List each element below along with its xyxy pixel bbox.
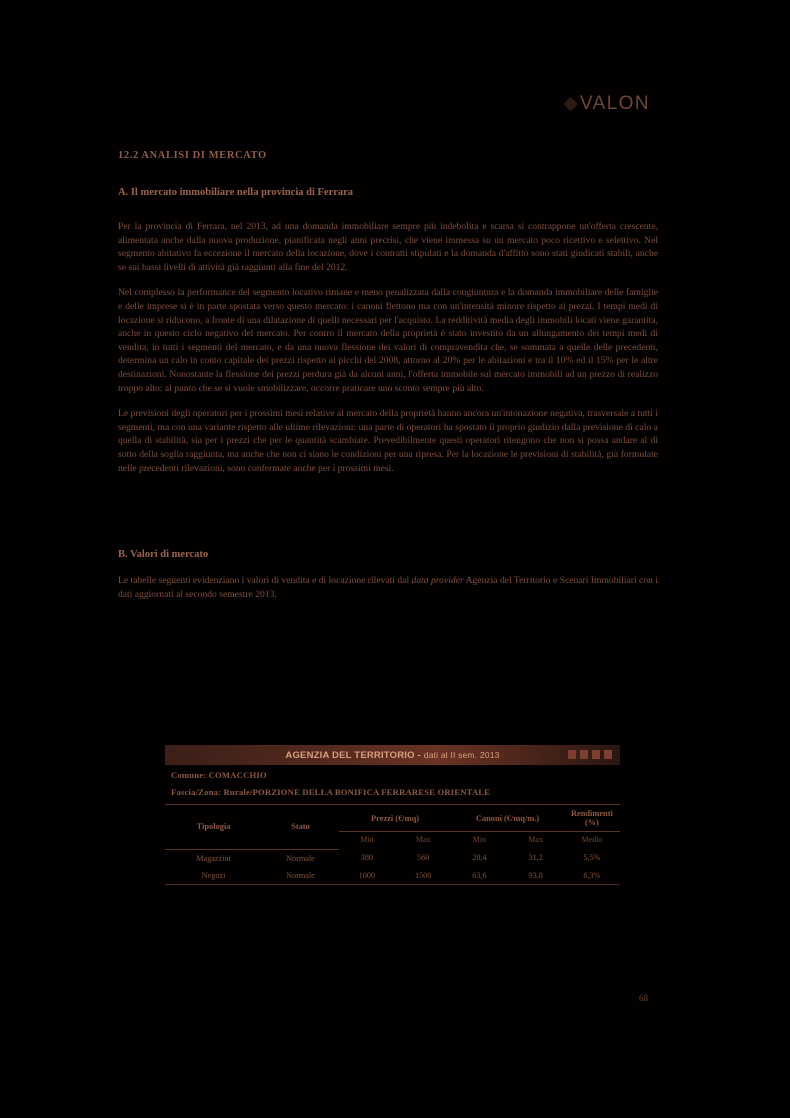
- table-banner-text: [285, 750, 499, 761]
- cell-tipologia: Negozi: [165, 867, 262, 885]
- paragraph-4-post: Agenzia del Territorio e Scenari Immobiliari con i dati aggiornati al secondo semestre 2013.: [118, 575, 658, 600]
- paragraph-4-emphasis: data provider: [411, 575, 464, 587]
- col-header-prezzi: Prezzi (€/mq): [339, 805, 451, 832]
- cell-prezzo-max: 1500: [395, 867, 451, 885]
- section-title: 12.2 ANALISI DI MERCATO: [118, 150, 267, 161]
- cell-rendimento: 6,3%: [564, 867, 620, 885]
- banner-blocks-decoration: [568, 750, 612, 759]
- cell-canone-max: 93,8: [508, 867, 564, 885]
- page-number: 68: [639, 993, 648, 1003]
- cell-canone-max: 31,2: [528, 853, 543, 863]
- table-banner: [165, 745, 620, 765]
- fascia-label: Fascia/Zona: Rurale/PORZIONE DELLA BONIFICA FERRARESE ORIENTALE: [171, 787, 491, 797]
- sub-header-canone-max: Max: [528, 835, 543, 844]
- table-header-row-group: [165, 805, 620, 832]
- subsection-b-title: B. Valori di mercato: [118, 549, 209, 561]
- subsection-a-title: A. Il mercato immobiliare nella provincia di Ferrara: [118, 187, 354, 198]
- cell-prezzo-max: 560: [417, 853, 430, 863]
- table-row: [165, 867, 620, 885]
- paragraph-2: Nel complesso la performance del segmento locativo rimane e meno penalizzata dalla congiuntura e la domanda immobiliare delle famiglie e delle imprese si è in parte spostata verso questo mercato: i canoni flettono ma con un'intensità minore rispetto ai prezzi. I tempi medi di locazione si riducono, a fronte di una dilatazione di quelli necessari per l'acquisto. La redditività media degli immobili locati viene garantita, anche in questo ciclo negativo del mercato. Per contro il mercato della proprietà è stato investito da un allungamento dei tempi medi di vendita, in tutti i segmenti del mercato, e da una nuova flessione dei valori di compravendita che, se sommata a quelle delle precedenti, determina un calo in conto capitale dei prezzi rispetto ai picchi del 2008, attorno al 20% per le abitazioni e tra il 10% ed il 15% per le altre destinazioni. Nonostante la flessione dei prezzi perdura già da alcuni anni, l'offerta immobile sul mercato immobili ad un prezzo di realizzo troppo alto: al punto che se si vuole smobilizzare, occorre praticare uno sconto sempre più alto.: [118, 287, 658, 394]
- sub-header-prezzo-min: Min: [360, 835, 374, 844]
- banner-block-icon: [592, 750, 600, 759]
- cell-canone-min: 20,4: [472, 853, 487, 863]
- banner-block-icon: [568, 750, 576, 759]
- document-content: [118, 150, 658, 601]
- cell-stato: Normale: [286, 853, 315, 863]
- paragraph-1: Per la provincia di Ferrara, nel 2013, ad una domanda immobiliare sempre più indebolita e scarsa si contrappone un'offerta crescente, alimentata anche dalla nuova produzione, pianificata negli anni precrisi, che viene immessa su un mercato poco ricettivo e selettivo. Nel segmento abitativo fa eccezione il mercato della locazione, dove i contratti stipulati e la domanda d'affitto sono stati giudicati stabili, anche se sui bassi livelli di attività già raggiunti alla fine del 2012.: [118, 221, 658, 273]
- comune-label: Comune: COMACCHIO: [171, 770, 267, 780]
- paragraph-3: Le previsioni degli operatori per i prossimi mesi relative al mercato della proprietà hanno ancora un'intonazione negativa, trasversale a tutti i segmenti, ma con una variante rispetto alle ultime rilevazioni: una parte di operatori ha spostato il proprio giudizio dalla previsione di calo a quella di stabilità, sia per i prezzi che per le quantità scambiate. Prevedibilmente questi operatori ritengono che non si possa andare al di sotto della soglia raggiunta, ma anche che non ci siano le condizioni per una ripresa. Per la locazione le previsioni di stabilità, già formulate nelle precedenti rilevazioni, sono confermate anche per i prossimi mesi.: [118, 408, 658, 474]
- cell-prezzo-min: 1000: [339, 867, 395, 885]
- values-table: [165, 804, 620, 885]
- sub-header-rendimento-medio: Medio: [581, 835, 603, 844]
- table-banner-sub: dati al II sem. 2013: [423, 749, 500, 760]
- valon-logo: [563, 92, 650, 115]
- logo-text: VALON: [579, 93, 650, 114]
- sub-header-prezzo-max: Max: [415, 835, 431, 844]
- col-header-canoni: Canoni (€/mq/m.): [451, 805, 563, 832]
- market-values-table: [165, 745, 620, 885]
- cell-prezzo-min: 380: [360, 853, 374, 863]
- cell-canone-min: 63,6: [451, 867, 507, 885]
- paragraph-4-pre: Le tabelle seguenti evidenziano i valori di vendita e di locazione rilevati dal: [118, 575, 412, 587]
- logo-mark-icon: ◆: [563, 93, 578, 114]
- col-header-tipologia: Tipologia: [165, 805, 262, 850]
- cell-stato: Normale: [262, 867, 339, 885]
- cell-rendimento: 5,5%: [583, 853, 601, 863]
- col-header-stato: Stato: [262, 805, 339, 850]
- banner-block-icon: [604, 750, 612, 759]
- table-row: [165, 849, 620, 867]
- cell-tipologia: Magazzini: [196, 853, 231, 863]
- banner-block-icon: [580, 750, 588, 759]
- table-banner-main: AGENZIA DEL TERRITORIO -: [285, 749, 424, 761]
- sub-header-canone-min: Min: [472, 835, 487, 844]
- paragraph-4: [118, 574, 658, 601]
- col-header-rendimenti: Rendimenti (%): [564, 805, 620, 832]
- spacer: [118, 487, 658, 549]
